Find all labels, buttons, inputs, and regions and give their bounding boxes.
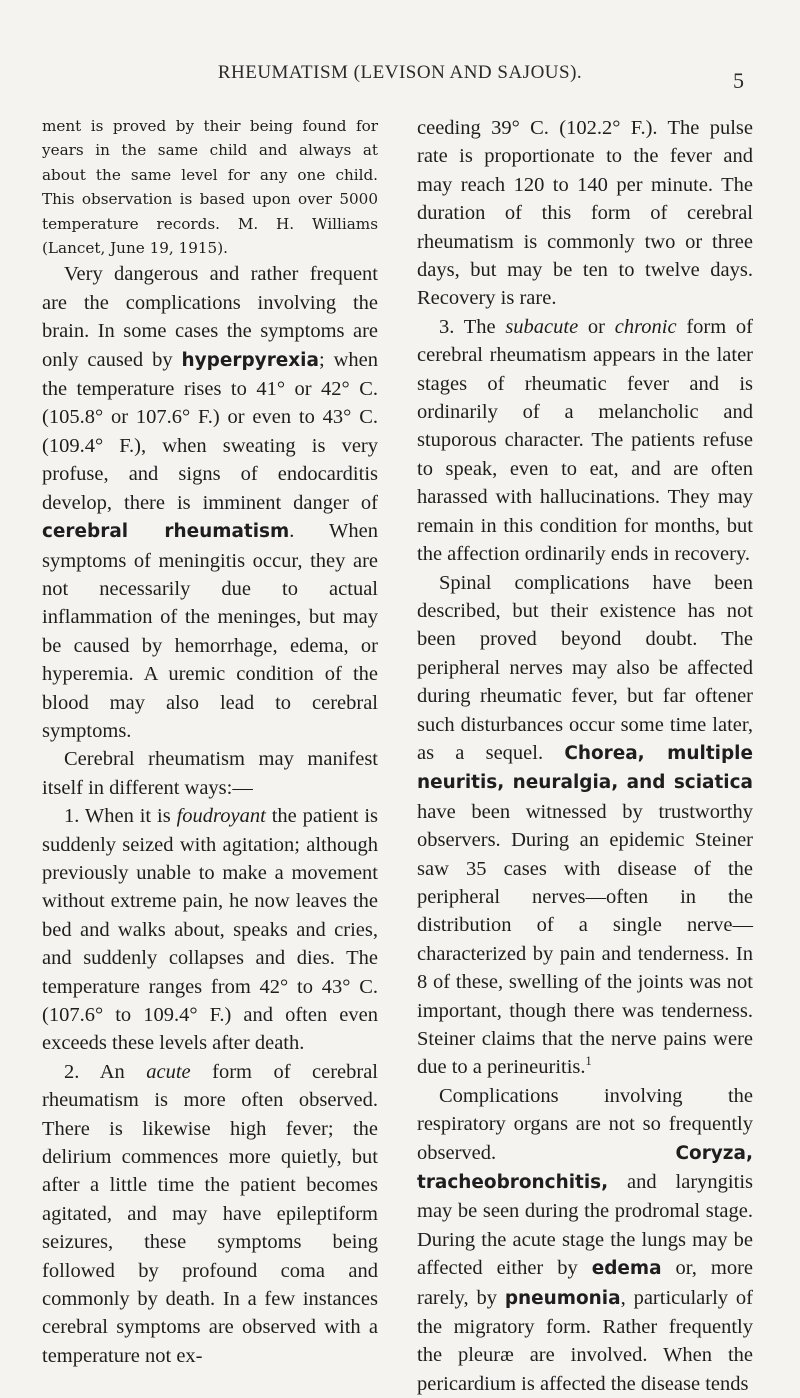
paragraph-cerebral-intro: Cerebral rheumatism may manifest itself in different ways:—	[42, 748, 378, 799]
paragraph-foudroyant: 1. When it is foudroyant the patient is suddenly seized with agitation; although previously unable to make a movement without extreme pain, he now leaves the bed and walks about, speaks and cries, and suddenly collapses and dies. The temperature ranges from 42° to 43° C. (107.6° to 109.4° F.) and often even exceeds these levels after death.	[42, 805, 378, 1055]
paragraph-acute-continued: ceeding 39° C. (102.2° F.). The pulse rate is proportionate to the fever and may reach 120 to 140 per minute. The duration of this form of cerebral rheumatism is commonly two or three days, but may be ten to twelve days. Recovery is rare.	[417, 117, 753, 310]
paragraph-subacute: 3. The subacute or chronic form of cerebral rheumatism appears in the later stages of rheumatic fever and is ordinarily of a melancholic and stuporous character. The patients refuse to speak, even to eat, and are often harassed with hallucinations. They may remain in this condition for months, but the affection ordinarily ends in recovery.	[417, 315, 753, 566]
right-column	[417, 114, 753, 1398]
footnote-marker: 1	[585, 1054, 592, 1069]
paragraph-spinal: Spinal complications have been described, but their existence has not been proved beyond doubt. The peripheral nerves may also be affected during rheumatic fever, but far oftener such disturbances occur some time later, as a sequel. Chorea, multiple neuritis, neuralgia, and sciatica have been witnessed by trustworthy observers. During an epidemic Steiner saw 35 cases with disease of the peripheral nerves—often in the distribution of a single nerve—characterized by pain and tenderness. In 8 of these, swelling of the joints was not important, though there was tenderness. Steiner claims that the nerve pains were due to a perineuritis.$^1$	[417, 571, 753, 1079]
left-column	[42, 114, 378, 1370]
paragraph-brain-complications: Very dangerous and rather frequent are the complications involving the brain. In some cases the symptoms are only caused by hyperpyrexia; when the temperature rises to 41° or 42° C. (105.8° or 107.6° F.) or even to 43° C. (109.4° F.), when sweating is very profuse, and signs of endocarditis develop, there is imminent danger of cerebral rheumatism. When symptoms of meningitis occur, they are not necessarily due to actual inflammation of the meninges, but may be caused by hemorrhage, edema, or hyperemia. A uremic condition of the blood may also lead to cerebral symptoms.	[42, 263, 378, 742]
paragraph-acute: 2. An acute form of cerebral rheumatism is more often observed. There is likewise high fever; the delirium commences more quietly, but after a little time the patient becomes agitated, and may have epileptiform seizures, these symptoms being followed by profound coma and commonly by death. In a few instances cerebral symptoms are observed with a temperature not ex-	[42, 1060, 378, 1367]
paragraph-respiratory: Complications involving the respiratory organs are not so frequently observed. Coryza, tracheobronchitis, and laryngitis may be seen during the prodromal stage. During the acute stage the lungs may be affected either by edema or, more rarely, by pneumonia, particularly of the migratory form. Rather frequently the pleuræ are involved. When the pericardium is affected the disease tends	[417, 1084, 754, 1395]
page-number: 5	[733, 68, 744, 93]
continued-paragraph: ment is proved by their being found for years in the same child and always at about the same level for any one child. This observation is based upon over 5000 temperature records. M. H. Williams (Lancet, June 19, 1915).	[42, 117, 378, 258]
running-head: RHEUMATISM (LEVISON AND SAJOUS).	[217, 62, 583, 83]
